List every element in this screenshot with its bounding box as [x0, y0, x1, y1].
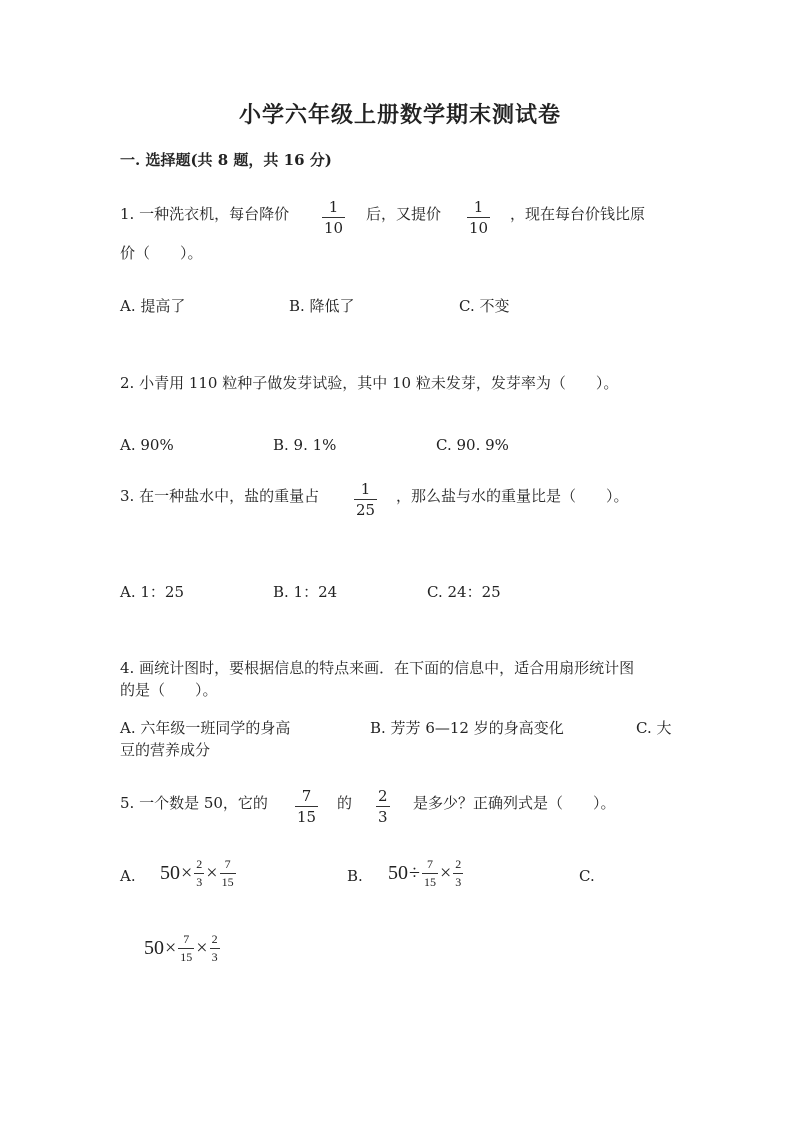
- fraction-bar: [354, 499, 377, 500]
- q4-option-c[interactable]: C. 大: [636, 719, 672, 737]
- expr-frac-den: 3: [196, 875, 203, 889]
- expr-number: 50: [160, 862, 180, 884]
- q1-text-part2: 后，又提价: [366, 205, 442, 223]
- fraction-bar: [453, 873, 463, 874]
- q1-frac1-den: 10: [324, 219, 344, 237]
- fraction-bar: [422, 873, 438, 874]
- q5-fraction-1: [295, 788, 318, 825]
- expr-frac-num: 7: [224, 857, 231, 871]
- multiply-sign: ×: [439, 862, 452, 884]
- q1-frac1-num: 1: [328, 198, 339, 216]
- q4-option-c-continued[interactable]: 豆的营养成分: [120, 741, 211, 759]
- q1-option-a[interactable]: A. 提高了: [120, 297, 186, 315]
- fraction-bar: [467, 217, 490, 218]
- q1-option-b[interactable]: B. 降低了: [289, 297, 355, 315]
- q4-option-a[interactable]: A. 六年级一班同学的身高: [120, 719, 291, 737]
- fraction-bar: [194, 873, 204, 874]
- expr-frac-num: 2: [196, 857, 203, 871]
- q1-frac2-den: 10: [469, 219, 489, 237]
- page-title: 小学六年级上册数学期末测试卷: [238, 102, 561, 128]
- expr-fraction: [422, 858, 438, 889]
- divide-sign: ÷: [409, 862, 420, 884]
- multiply-sign: ×: [181, 862, 193, 884]
- q3-option-b[interactable]: B. 1：24: [273, 583, 338, 601]
- expr-frac-num: 7: [183, 932, 190, 946]
- fraction-bar: [376, 806, 390, 807]
- q5-text-part2: 的: [337, 794, 353, 812]
- q1-frac2-num: 1: [473, 198, 484, 216]
- expr-frac-num: 2: [455, 857, 462, 871]
- expr-fraction: [178, 933, 194, 964]
- fraction-bar: [322, 217, 345, 218]
- q1-text-part3: ，现在每台价钱比原: [510, 205, 646, 223]
- q5-frac2-den: 3: [378, 808, 388, 826]
- expr-number: 50: [144, 937, 164, 959]
- expr-frac-num: 7: [426, 857, 433, 871]
- expr-frac-den: 15: [423, 875, 436, 889]
- q3-frac-num: 1: [360, 480, 371, 498]
- q5-fraction-2: [376, 788, 390, 825]
- fraction-bar: [220, 873, 236, 874]
- q5-option-a-label[interactable]: A.: [120, 867, 136, 885]
- q3-text-part1: 3. 在一种盐水中，盐的重量占: [120, 487, 320, 505]
- q5-frac1-den: 15: [297, 808, 317, 826]
- q5-option-c-label[interactable]: C.: [579, 867, 595, 885]
- q2-option-a[interactable]: A. 90%: [120, 436, 174, 454]
- q1-fraction-1: [322, 199, 345, 236]
- expr-fraction: [220, 858, 236, 889]
- expr-fraction: [194, 858, 204, 889]
- fraction-bar: [210, 948, 220, 949]
- expr-frac-den: 15: [180, 950, 193, 964]
- q5-option-a-expression[interactable]: [160, 858, 237, 889]
- q2-text: 2. 小青用 110 粒种子做发芽试验，其中 10 粒未发芽，发芽率为（ ）。: [120, 374, 619, 392]
- multiply-sign: ×: [206, 862, 218, 884]
- q3-fraction: [354, 481, 377, 518]
- q4-text-line2: 的是（ ）。: [120, 681, 218, 699]
- q3-option-a[interactable]: A. 1：25: [120, 583, 184, 601]
- q5-option-b-label[interactable]: B.: [347, 867, 363, 885]
- q4-option-b[interactable]: B. 芳芳 6—12 岁的身高变化: [370, 719, 564, 737]
- q5-text-part1: 5. 一个数是 50，它的: [120, 794, 268, 812]
- q2-option-b[interactable]: B. 9. 1%: [273, 436, 337, 454]
- q1-text-line2: 价（ ）。: [120, 244, 203, 262]
- q4-text-line1: 4. 画统计图时，要根据信息的特点来画．在下面的信息中，适合用扇形统计图: [120, 659, 635, 677]
- expr-fraction: [453, 858, 463, 889]
- q5-text-part3: 是多少？正确列式是（ ）。: [413, 794, 616, 812]
- q5-frac2-num: 2: [378, 787, 388, 805]
- fraction-bar: [178, 948, 194, 949]
- expr-frac-den: 3: [211, 950, 218, 964]
- q5-option-c-expression[interactable]: [144, 933, 221, 964]
- section-heading: 一. 选择题(共 8 题，共 16 分): [120, 151, 332, 169]
- q3-text-part2: ，那么盐与水的重量比是（ ）。: [396, 487, 629, 505]
- fraction-bar: [295, 806, 318, 807]
- expr-fraction: [210, 933, 220, 964]
- q3-frac-den: 25: [356, 501, 376, 519]
- q1-text-part1: 1. 一种洗衣机，每台降价: [120, 205, 290, 223]
- expr-frac-num: 2: [211, 932, 218, 946]
- multiply-sign: ×: [196, 937, 208, 959]
- q1-fraction-2: [467, 199, 490, 236]
- expr-frac-den: 3: [455, 875, 462, 889]
- expr-number: 50: [388, 862, 408, 884]
- q1-option-c[interactable]: C. 不变: [459, 297, 510, 315]
- q5-option-b-expression[interactable]: [388, 858, 464, 889]
- q2-option-c[interactable]: C. 90. 9%: [436, 436, 509, 454]
- expr-frac-den: 15: [221, 875, 234, 889]
- q5-frac1-num: 7: [301, 787, 312, 805]
- multiply-sign: ×: [165, 937, 177, 959]
- q3-option-c[interactable]: C. 24：25: [427, 583, 501, 601]
